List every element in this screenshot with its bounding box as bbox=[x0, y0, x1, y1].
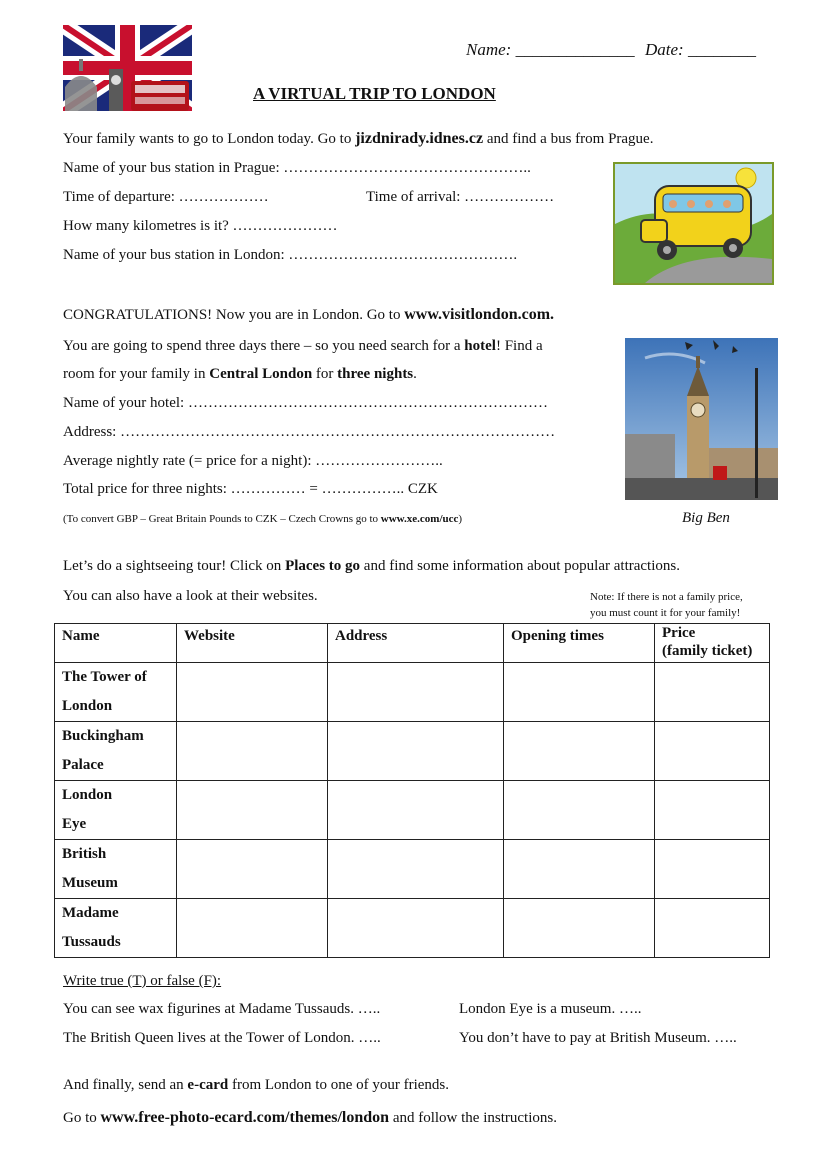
header-price bbox=[655, 624, 770, 663]
hotel-text-end: ! Find a bbox=[495, 338, 543, 354]
ecard-text-end: from London to one of your friends. bbox=[228, 1077, 450, 1093]
attraction-name bbox=[55, 781, 177, 840]
goto-text-end: and follow the instructions. bbox=[389, 1110, 557, 1126]
attraction-name-line1: British bbox=[62, 846, 107, 862]
goto-text: Go to bbox=[63, 1110, 101, 1126]
question-address[interactable]: Address: …………………………………………………………………………… bbox=[63, 424, 556, 440]
price-cell[interactable] bbox=[655, 663, 770, 722]
table-header-row bbox=[55, 624, 770, 663]
central-london-bold: Central London bbox=[209, 366, 313, 382]
attraction-name-line2: Tussauds bbox=[62, 934, 121, 950]
intro-text-end: and find a bus from Prague. bbox=[483, 131, 654, 147]
opening-times-cell[interactable] bbox=[504, 781, 655, 840]
question-arrival[interactable]: Time of arrival: ……………… bbox=[366, 189, 555, 205]
website-cell[interactable] bbox=[177, 781, 328, 840]
opening-times-cell[interactable] bbox=[504, 663, 655, 722]
website-cell[interactable] bbox=[177, 840, 328, 899]
attraction-name-line2: Eye bbox=[62, 816, 87, 832]
london-flag-image bbox=[63, 25, 192, 111]
sightseeing-text-end: and find some information about popular attractions. bbox=[360, 558, 680, 574]
statement-madame-tussauds[interactable]: You can see wax figurines at Madame Tussauds. ….. bbox=[63, 1001, 381, 1017]
yellow-bus-image bbox=[613, 162, 774, 285]
opening-times-cell[interactable] bbox=[504, 899, 655, 958]
attraction-name-line1: Buckingham bbox=[62, 728, 144, 744]
hotel-instructions-line2 bbox=[63, 366, 417, 383]
header-name: Name bbox=[55, 624, 177, 663]
intro-line bbox=[63, 130, 653, 148]
places-to-go-bold[interactable]: Places to go bbox=[285, 558, 361, 574]
question-nightly-rate[interactable]: Average nightly rate (= price for a night): …………………….. bbox=[63, 453, 443, 469]
true-false-heading: Write true (T) or false (F): bbox=[63, 973, 222, 989]
room-text-end: . bbox=[413, 366, 417, 382]
ecard-instructions-line bbox=[63, 1109, 557, 1127]
ecard-line bbox=[63, 1077, 449, 1094]
opening-times-cell[interactable] bbox=[504, 722, 655, 781]
visitlondon-link[interactable]: www.visitlondon.com. bbox=[404, 306, 555, 323]
header-website: Website bbox=[177, 624, 328, 663]
date-blank[interactable]: ________ bbox=[687, 40, 756, 59]
websites-line: You can also have a look at their websites. bbox=[63, 588, 318, 604]
currency-note-end: ) bbox=[458, 513, 463, 525]
bus-link[interactable]: jizdnirady.idnes.cz bbox=[355, 130, 484, 147]
hotel-bold: hotel bbox=[464, 338, 496, 354]
header-opening-times: Opening times bbox=[504, 624, 655, 663]
table-row bbox=[55, 899, 770, 958]
address-cell[interactable] bbox=[328, 840, 504, 899]
website-cell[interactable] bbox=[177, 899, 328, 958]
attractions-table bbox=[54, 623, 770, 958]
attraction-name bbox=[55, 663, 177, 722]
family-price-note-1: Note: If there is not a family price, bbox=[590, 591, 743, 603]
price-cell[interactable] bbox=[655, 840, 770, 899]
room-text-mid: for bbox=[312, 366, 338, 382]
attraction-name-line1: Madame bbox=[62, 905, 119, 921]
statement-london-eye[interactable]: London Eye is a museum. ….. bbox=[459, 1001, 642, 1017]
attraction-name bbox=[55, 722, 177, 781]
opening-times-cell[interactable] bbox=[504, 840, 655, 899]
xe-link[interactable]: www.xe.com/ucc bbox=[380, 513, 459, 525]
question-prague-station[interactable]: Name of your bus station in Prague: ………………………………………….. bbox=[63, 160, 531, 176]
question-departure[interactable]: Time of departure: ……………… bbox=[63, 189, 269, 205]
attraction-name-line1: The Tower of bbox=[62, 669, 147, 685]
price-cell[interactable] bbox=[655, 781, 770, 840]
sightseeing-text: Let’s do a sightseeing tour! Click on bbox=[63, 558, 286, 574]
intro-text: Your family wants to go to London today. Go to bbox=[63, 131, 356, 147]
address-cell[interactable] bbox=[328, 899, 504, 958]
date-field[interactable] bbox=[645, 40, 756, 60]
ecard-text: And finally, send an bbox=[63, 1077, 188, 1093]
header-price-sub: (family ticket) bbox=[662, 643, 753, 659]
website-cell[interactable] bbox=[177, 722, 328, 781]
currency-note bbox=[63, 513, 462, 525]
header-price-label: Price bbox=[662, 625, 696, 641]
question-hotel-name[interactable]: Name of your hotel: ……………………………………………………………… bbox=[63, 395, 548, 411]
address-cell[interactable] bbox=[328, 781, 504, 840]
attraction-name bbox=[55, 840, 177, 899]
question-kilometres[interactable]: How many kilometres is it? ………………… bbox=[63, 218, 338, 234]
statement-tower-of-london[interactable]: The British Queen lives at the Tower of London. ….. bbox=[63, 1030, 381, 1046]
big-ben-caption: Big Ben bbox=[682, 510, 730, 526]
name-label: Name: bbox=[466, 40, 512, 59]
header-address: Address bbox=[328, 624, 504, 663]
congrats-line bbox=[63, 306, 554, 324]
website-cell[interactable] bbox=[177, 663, 328, 722]
price-cell[interactable] bbox=[655, 722, 770, 781]
hotel-instructions-line1 bbox=[63, 338, 543, 355]
ecard-bold: e-card bbox=[187, 1077, 229, 1093]
congrats-text: CONGRATULATIONS! Now you are in London. Go to bbox=[63, 307, 405, 323]
question-london-station[interactable]: Name of your bus station in London: ………………………………………. bbox=[63, 247, 518, 263]
date-label: Date: bbox=[645, 40, 684, 59]
currency-note-text: (To convert GBP – Great Britain Pounds to CZK – Czech Crowns go to bbox=[63, 513, 381, 525]
table-row bbox=[55, 663, 770, 722]
attraction-name-line2: Palace bbox=[62, 757, 104, 773]
table-row bbox=[55, 840, 770, 899]
table-row bbox=[55, 722, 770, 781]
name-field[interactable] bbox=[466, 40, 635, 60]
price-cell[interactable] bbox=[655, 899, 770, 958]
statement-british-museum[interactable]: You don’t have to pay at British Museum. ….. bbox=[459, 1030, 737, 1046]
hotel-text: You are going to spend three days there – so you need search for a bbox=[63, 338, 465, 354]
room-text: room for your family in bbox=[63, 366, 210, 382]
attraction-name-line2: Museum bbox=[62, 875, 118, 891]
sightseeing-line bbox=[63, 558, 680, 575]
name-blank[interactable]: ______________ bbox=[515, 40, 635, 59]
attraction-name bbox=[55, 899, 177, 958]
address-cell[interactable] bbox=[328, 663, 504, 722]
address-cell[interactable] bbox=[328, 722, 504, 781]
ecard-link[interactable]: www.free-photo-ecard.com/themes/london bbox=[100, 1109, 390, 1126]
attraction-name-line1: London bbox=[62, 787, 113, 803]
table-row bbox=[55, 781, 770, 840]
question-total-price[interactable]: Total price for three nights: …………… = …………….. CZK bbox=[63, 481, 438, 497]
family-price-note-2: you must count it for your family! bbox=[590, 607, 741, 619]
big-ben-image bbox=[625, 338, 778, 500]
three-nights-bold: three nights bbox=[337, 366, 414, 382]
page-title: A VIRTUAL TRIP TO LONDON bbox=[253, 84, 496, 103]
attraction-name-line2: London bbox=[62, 698, 113, 714]
